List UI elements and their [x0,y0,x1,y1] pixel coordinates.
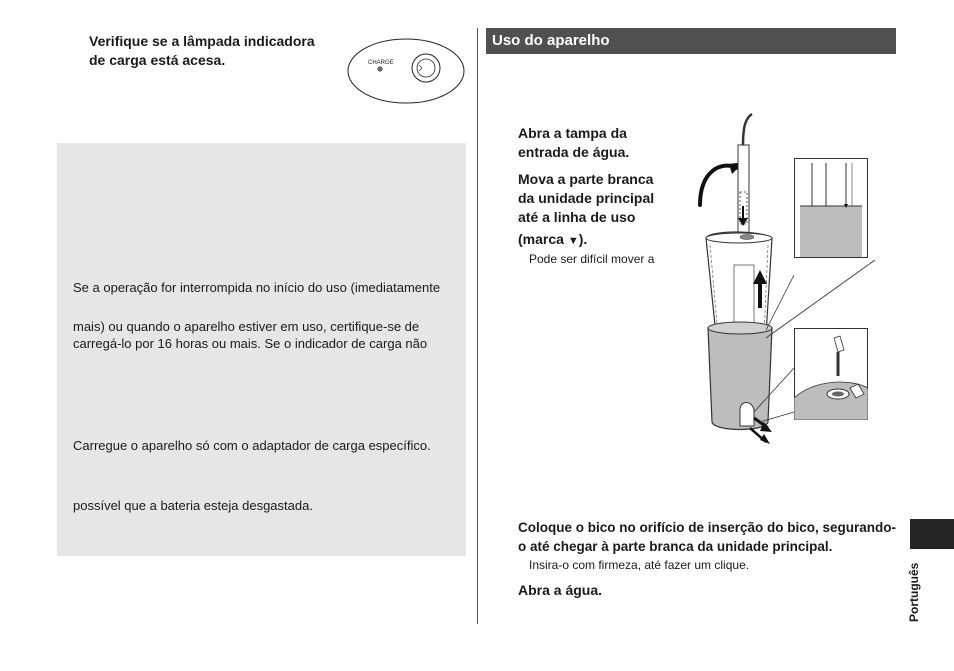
check-instruction-line2: de carga está acesa. [89,52,226,68]
step2-line3: até a linha de uso [518,209,636,225]
caution-line2: mais) ou quando o aparelho estiver em uso, certifique-se de [73,319,420,334]
step2-line4-text: (marca [518,231,564,247]
step2-line4-end: ). [578,231,588,247]
check-instruction-line1: Verifique se a lâmpada indicadora [89,33,315,49]
caution-line1: Se a operação for interrompida no início do uso (imediatamente [73,280,441,295]
power-button-icon [412,54,440,82]
step3-line1: Coloque o bico no orifício de inserção do bico, segurando- [518,520,897,535]
step2-note: Pode ser difícil mover a [529,252,655,266]
charge-text: CHARGE [368,60,394,66]
step3-note: Insira-o com firmeza, até fazer um clique. [529,558,750,572]
charge-panel-illustration [346,38,466,110]
section-header: Uso do aparelho [486,28,896,54]
step2-line2: da unidade principal [518,190,655,206]
use-line-mark-icon: ▼ [567,235,579,247]
charge-indicator-icon [378,67,382,71]
step2-line1: Mova a parte branca [518,171,654,187]
step2-line4 [518,230,587,251]
language-tab [910,519,954,549]
column-divider [477,28,478,624]
language-label: Português [907,562,921,622]
detail-illustration [794,158,868,258]
caution-line4: Carregue o aparelho só com o adaptador de carga específico. [73,438,431,453]
detail-illustration-nozzle [794,328,868,420]
step3-line2: o até chegar à parte branca da unidade principal. [518,539,833,554]
step1-line1: Abra a tampa da [518,125,627,141]
caution-line5: possível que a bateria esteja desgastada. [73,498,313,513]
caution-line3: carregá-lo por 16 horas ou mais. Se o indicador de carga não [73,336,428,351]
step4-line: Abra a água. [518,582,603,598]
step1-line2: entrada de água. [518,144,630,160]
